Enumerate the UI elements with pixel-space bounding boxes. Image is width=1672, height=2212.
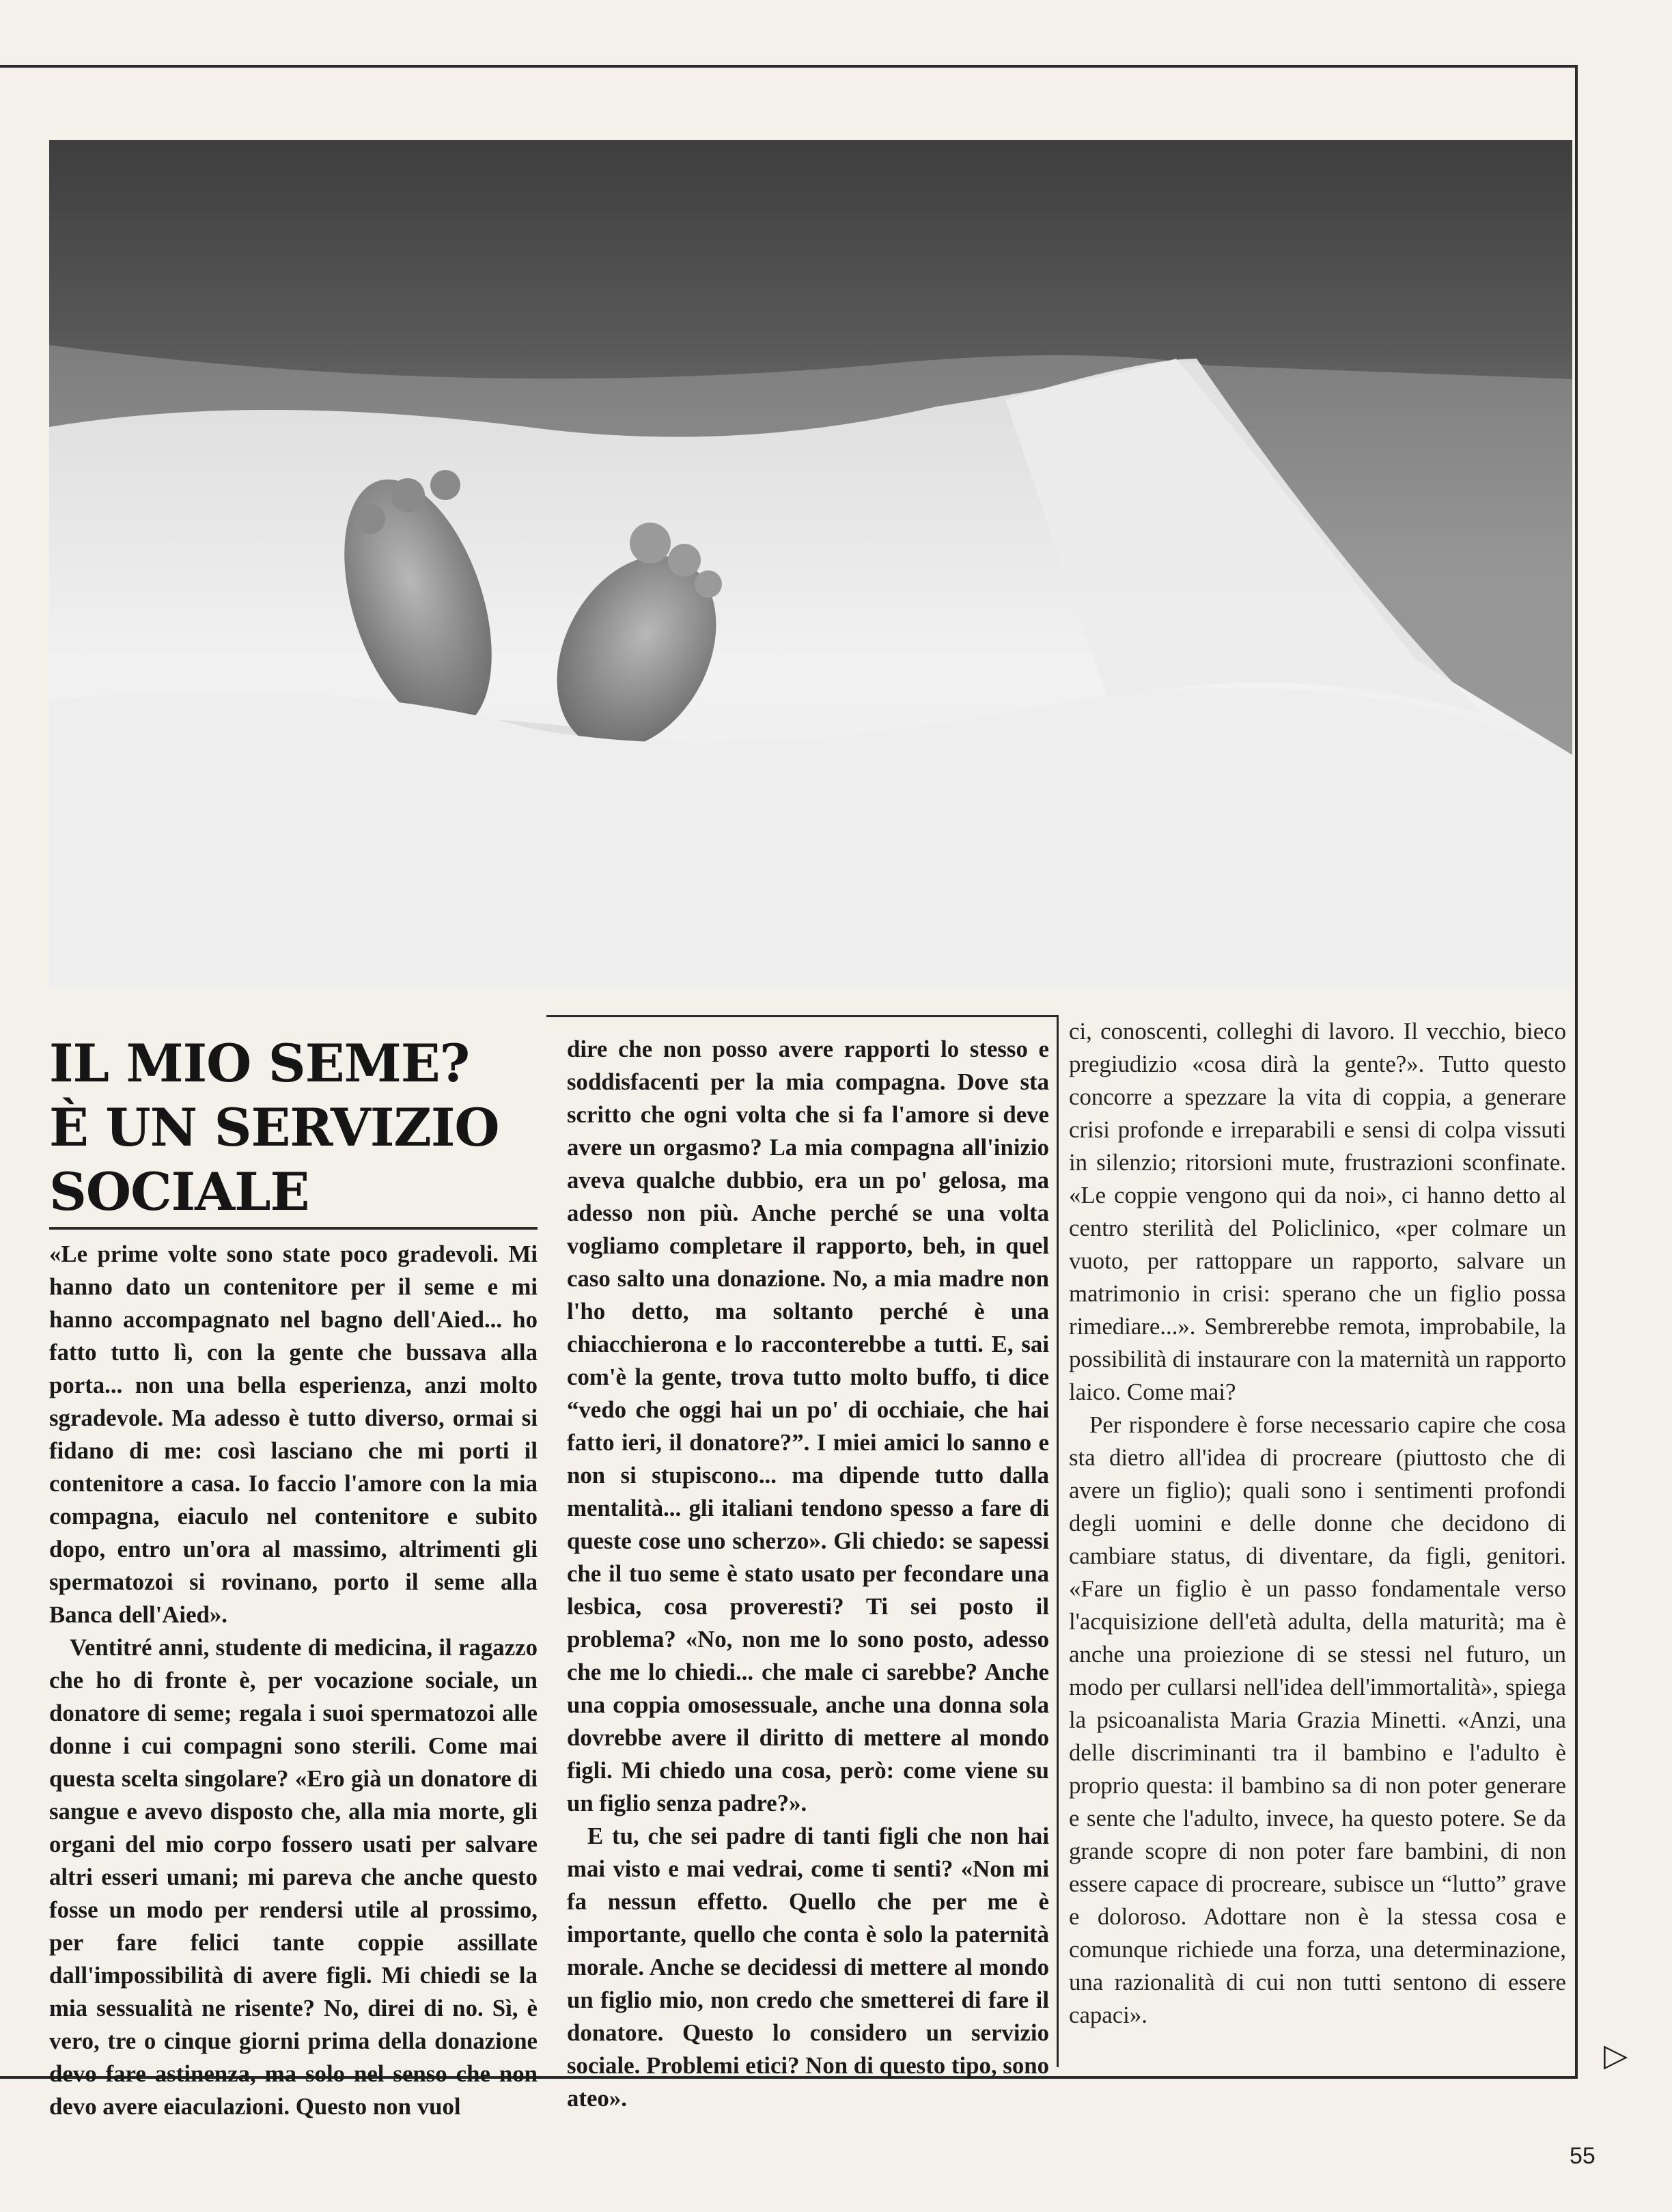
headline-divider xyxy=(49,1227,538,1230)
article-column-2 xyxy=(567,1033,1049,2115)
page-number: 55 xyxy=(1570,2143,1596,2169)
column-1-paragraph-2: Ventitré anni, studente di medicina, il ragazzo che ho di fronte è, per vocazione sociale, un donatore di seme; regala i suoi spermatozoi alle donne i cui compagni sono sterili. Come mai questa scelta singolare? «Ero già un donatore di sangue e avevo disposto che, alla mia morte, gli organi del mio corpo fossero usati per salvare altri esseri umani; mi pareva che anche questo fosse un modo per rendersi utile al prossimo, per fare felici tante coppie assillate dall'impossibilità di avere figli. Mi chiedi se la mia sessualità ne risente? No, direi di no. Sì, è vero, tre o cinque giorni prima della donazione devo fare astinenza, ma solo nel senso che non devo avere eiaculazioni. Questo non vuol xyxy=(49,1634,538,2120)
headline-line-2: È UN SERVIZIO xyxy=(49,1097,499,1158)
column-2-paragraph-1: dire che non posso avere rapporti lo stesso e soddisfacenti per la mia compagna. Dove sta scritto che ogni volta che si fa l'amore si deve avere un orgasmo? La mia compagna all'inizio aveva qualche dubbio, era un po' gelosa, ma adesso non più. Anche perché se una volta vogliamo completare il rapporto, beh, in quel caso salto una donazione. No, a mia madre non l'ho detto, ma soltanto perché è una chiacchierona e lo racconterebbe a tutti. E, sai com'è la gente, trova tutto molto buffo, ti dice “vedo che oggi hai un po' di occhiaie, che hai fatto ieri, il donatore?”. I miei amici lo sanno e non si stupiscono... ma dipende tutto dalla mentalità... gli italiani tendono spesso a fare di queste cose uno scherzo». Gli chiedo: se sapessi che il tuo seme è stato usato per fecondare una lesbica, cosa proveresti? Ti sei posto il problema? «No, non me lo sono posto, adesso che me lo chiedi... che male ci sarebbe? Anche una coppia omosessuale, anche una donna sola dovrebbe avere il diritto di mettere al mondo figli. Mi chiedo una cosa, però: come viene su un figlio senza padre?». xyxy=(567,1036,1049,1816)
column-2-paragraph-2: E tu, che sei padre di tanti figli che non hai mai visto e mai vedrai, come ti senti? «Non mi fa nessun effetto. Quello che per me è importante, quello che conta è solo la paternità morale. Anche se decidessi di mettere al mondo un figlio mio, non credo che smetterei di fare il donatore. Questo lo considero un servizio sociale. Problemi etici? Non di questo tipo, sono ateo». xyxy=(567,1823,1049,2112)
baby-feet-photo-image xyxy=(49,140,1572,987)
headline-line-3: SOCIALE xyxy=(49,1161,309,1222)
column-vertical-divider xyxy=(1057,1015,1059,2067)
column-3-paragraph-2: Per rispondere è forse necessario capire che cosa sta dietro all'idea di procreare (piuttosto che di avere un figlio); quali sono i sentimenti profondi degli uomini e delle donne che decidono di cambiare status, di diventare, da figli, genitori. «Fare un figlio è un passo fondamentale verso l'acquisizione dell'età adulta, della maturità; ma è anche una proiezione di se stessi nel futuro, un modo per cullarsi nell'idea dell'immortalità», spiega la psicoanalista Maria Grazia Minetti. «Anzi, una delle discriminanti tra il bambino e l'adulto è proprio questa: il bambino sa di non poter generare e sente che l'adulto, invece, ha questo potere. Se da grande scopre di non poter fare bambini, di non essere capace di procreare, subisce un “lutto” grave e doloroso. Adottare non è la stessa cosa e comunque richiede una forza, una determinazione, una razionalità di cui non tutti sentono di essere capaci». xyxy=(1069,1411,1566,2028)
article-column-1 xyxy=(49,1238,538,2123)
article-headline xyxy=(49,1032,534,1224)
headline-line-1: IL MIO SEME? xyxy=(49,1033,470,1094)
column-top-divider xyxy=(546,1015,1057,1017)
baby-feet-photo xyxy=(49,140,1572,987)
column-1-paragraph-1: «Le prime volte sono state poco gradevoli. Mi hanno dato un contenitore per il seme e mi hanno accompagnato nel bagno dell'Aied... ho fatto tutto lì, con la gente che bussava alla porta... non una bella esperienza, anzi molto sgradevole. Ma adesso è tutto diverso, ormai si fidano di me: così lasciano che mi porti il contenitore a casa. Io faccio l'amore con la mia compagna, eiaculo nel contenitore e subito dopo, entro un'ora al massimo, altrimenti gli spermatozoi si rovinano, porto il seme alla Banca dell'Aied». xyxy=(49,1241,538,1628)
continue-arrow-icon: ▷ xyxy=(1604,2036,1628,2073)
column-3-paragraph-1: ci, conoscenti, colleghi di lavoro. Il vecchio, bieco pregiudizio «cosa dirà la gente?». Tutto questo concorre a spezzare la vita di coppia, a generare crisi profonde e irreparabili e sensi di colpa vissuti in silenzio; ritorsioni mute, frustrazioni sconfinate. «Le coppie vengono qui da noi», ci hanno detto al centro sterilità del Policlinico, «per colmare un vuoto, per rattoppare un rapporto, salvare un matrimonio in crisi: sperano che un figlio possa rimediare...». Sembrerebbe remota, improbabile, la possibilità di instaurare con la maternità un rapporto laico. Come mai? xyxy=(1069,1018,1566,1405)
article-column-3 xyxy=(1069,1015,1566,2032)
